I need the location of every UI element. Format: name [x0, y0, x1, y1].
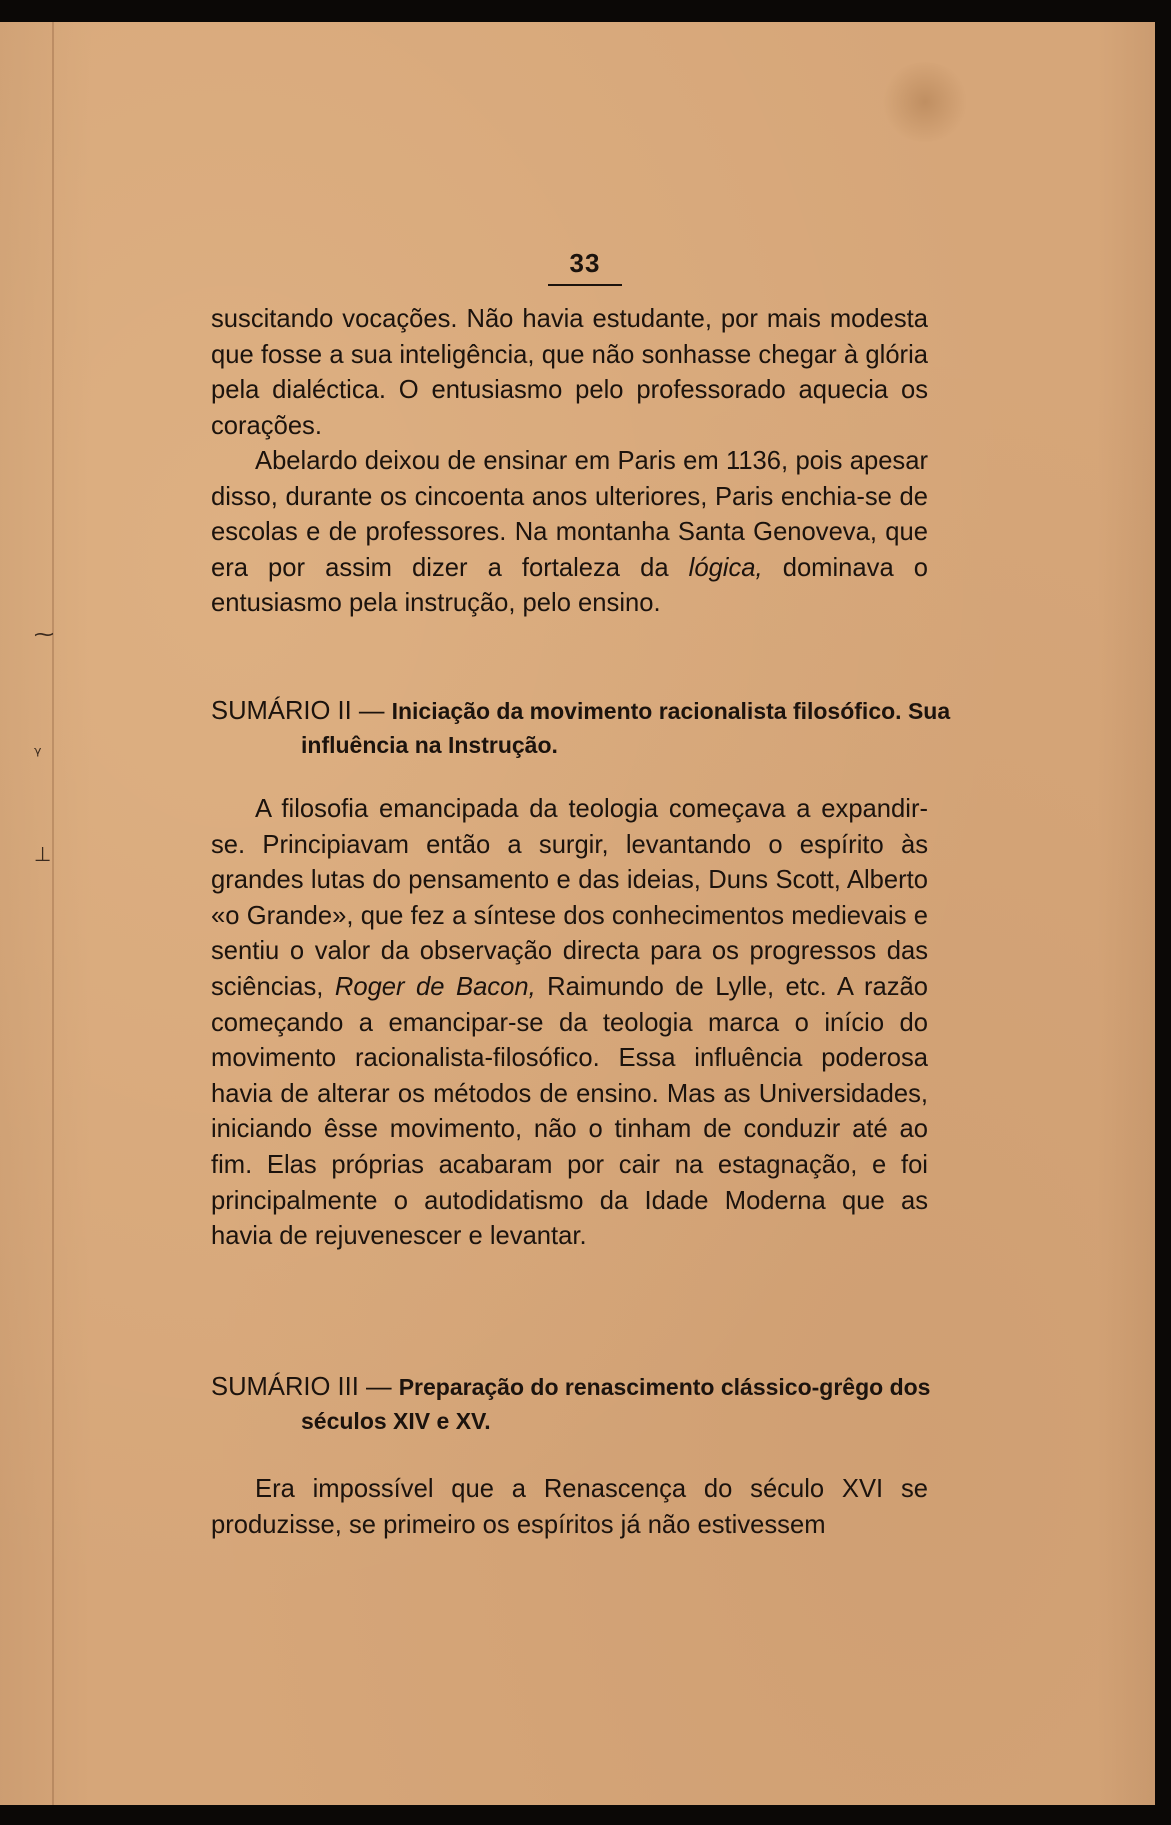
paragraph-4-text: Era impossível que a Renascença do século XVI se produzisse, se primeiro os espíritos já não estivessem: [211, 1475, 928, 1539]
paragraph-2-text-a: Abelardo deixou de ensinar em Paris em 1136, pois apesar disso, durante os cincoenta anos ulteriores, Paris enchia-se de escolas e de professores. Na montanha Santa Genoveva, que era por assim dizer a fortaleza da: [211, 447, 928, 582]
summary-ii-heading: [211, 694, 1018, 762]
summary-iii-title: Preparação do renascimento clássico-grêgo dos séculos XIV e XV.: [301, 1374, 931, 1434]
paragraph-1: [211, 302, 928, 444]
paragraph-2: [211, 444, 928, 622]
paragraph-3-text-a: A filosofia emancipada da teologia começava a expandir-se. Principiavam então a surgir, levantando o espírito às grandes lutas do pensamento e das ideias, Duns Scott, Alberto «o Grande», que fez a síntese dos conhecimentos medievais e sentiu o valor da observação directa para os progressos das sciências,: [211, 795, 928, 1001]
margin-pencil-mark: ⁓: [34, 622, 54, 646]
binding-edge: [52, 22, 54, 1805]
summary-iii-label: SUMÁRIO III —: [211, 1373, 399, 1401]
summary-iii-heading: [211, 1370, 1018, 1438]
paragraph-3-italic: Roger de Bacon,: [334, 972, 536, 1001]
page-number-rule: [548, 284, 622, 286]
paragraph-2-italic: lógica,: [688, 553, 763, 582]
margin-pencil-mark: ᵞ: [34, 742, 42, 766]
paragraph-3: [211, 792, 928, 1255]
book-page: [0, 22, 1155, 1805]
summary-ii-label: SUMÁRIO II —: [211, 697, 392, 725]
page-number: 33: [569, 248, 601, 278]
margin-pencil-mark: ⊥: [34, 842, 52, 866]
paragraph-3-text-b: Raimundo de Lylle, etc. A razão começando a emancipar-se da teologia marca o início do movimento racionalista-filosófico. Essa influência poderosa havia de alterar os métodos de ensino. Mas as Universidades, iniciando êsse movimento, não o tinham de conduzir até ao fim. Elas próprias acabaram por cair na estagnação, e foi principalmente o autodidatismo da Idade Moderna que as havia de rejuvenescer e levantar.: [211, 972, 929, 1251]
paper-stain: [880, 62, 970, 142]
paragraph-4: [211, 1472, 928, 1543]
paragraph-1-text: suscitando vocações. Não havia estudante, por mais modesta que fosse a sua inteligência, que não sonhasse chegar à glória pela dialéctica. O entusiasmo pelo professorado aquecia os corações.: [211, 305, 928, 440]
paragraph-2-text-b: dominava o entusiasmo pela instrução, pelo ensino.: [211, 553, 928, 618]
summary-ii-title: Iniciação da movimento racionalista filosófico. Sua influência na Instrução.: [301, 698, 951, 758]
